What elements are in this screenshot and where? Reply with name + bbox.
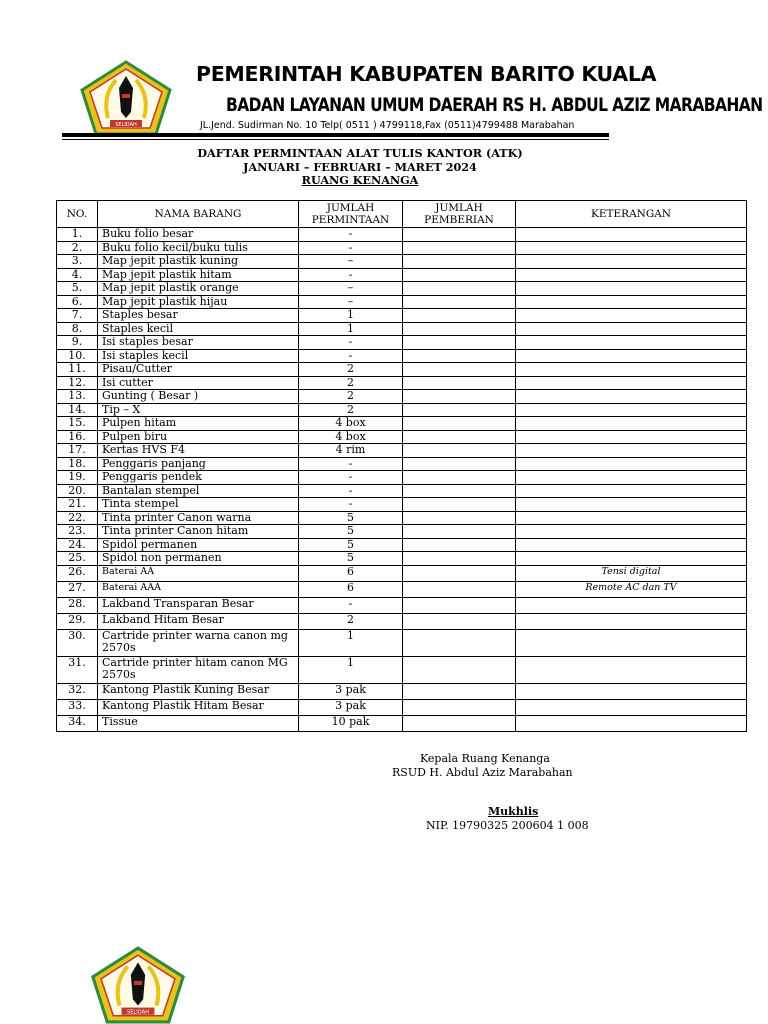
signature-name: Mukhlis	[488, 805, 539, 818]
cell-no: 23.	[57, 525, 98, 539]
cell-item-name: Pulpen hitam	[98, 417, 299, 431]
table-row	[57, 403, 747, 417]
cell-no: 14.	[57, 403, 98, 417]
cell-item-name: Kertas HVS F4	[98, 444, 299, 458]
cell-jumlah-permintaan: -	[299, 228, 403, 242]
cell-item-name: Map jepit plastik hitam	[98, 268, 299, 282]
table-row	[57, 241, 747, 255]
cell-jumlah-pemberian	[403, 629, 516, 656]
cell-item-name: Tissue	[98, 715, 299, 731]
signature-position: Kepala Ruang Kenanga	[420, 752, 550, 765]
cell-no: 18.	[57, 457, 98, 471]
cell-no: 17.	[57, 444, 98, 458]
table-row	[57, 430, 747, 444]
cell-jumlah-permintaan: 2	[299, 613, 403, 629]
cell-jumlah-permintaan: 2	[299, 376, 403, 390]
letterhead	[60, 56, 763, 140]
cell-keterangan	[516, 336, 747, 350]
table-row	[57, 581, 747, 597]
cell-keterangan	[516, 430, 747, 444]
cell-jumlah-pemberian	[403, 597, 516, 613]
cell-no: 29.	[57, 613, 98, 629]
cell-jumlah-permintaan: -	[299, 336, 403, 350]
document-title: DAFTAR PERMINTAAN ALAT TULIS KANTOR (ATK)	[197, 146, 523, 160]
cell-jumlah-pemberian	[403, 525, 516, 539]
cell-jumlah-permintaan: 6	[299, 565, 403, 581]
letterhead-title-line2: BADAN LAYANAN UMUM DAERAH RS H. ABDUL AZIZ MARABAHAN	[226, 94, 763, 116]
cell-keterangan	[516, 255, 747, 269]
cell-item-name: Isi staples besar	[98, 336, 299, 350]
table-row	[57, 552, 747, 566]
cell-jumlah-pemberian	[403, 268, 516, 282]
cell-keterangan: Remote AC dan TV	[516, 581, 747, 597]
cell-jumlah-pemberian	[403, 322, 516, 336]
table-header-row	[57, 201, 747, 228]
regency-emblem-logo	[80, 60, 172, 136]
cell-jumlah-permintaan: 6	[299, 581, 403, 597]
cell-jumlah-pemberian	[403, 581, 516, 597]
cell-jumlah-pemberian	[403, 498, 516, 512]
cell-item-name: Tip – X	[98, 403, 299, 417]
cell-no: 12.	[57, 376, 98, 390]
cell-jumlah-pemberian	[403, 241, 516, 255]
cell-no: 27.	[57, 581, 98, 597]
table-row	[57, 629, 747, 656]
cell-no: 16.	[57, 430, 98, 444]
table-row	[57, 376, 747, 390]
table-row	[57, 565, 747, 581]
cell-item-name: Map jepit plastik orange	[98, 282, 299, 296]
cell-jumlah-permintaan: 5	[299, 552, 403, 566]
cell-jumlah-pemberian	[403, 228, 516, 242]
cell-keterangan	[516, 417, 747, 431]
cell-jumlah-permintaan: -	[299, 349, 403, 363]
header-jumlah-permintaan: JUMLAH PERMINTAAN	[299, 201, 403, 228]
table-row	[57, 683, 747, 699]
cell-keterangan	[516, 525, 747, 539]
cell-no: 25.	[57, 552, 98, 566]
cell-jumlah-permintaan: -	[299, 241, 403, 255]
cell-jumlah-permintaan: 1	[299, 309, 403, 323]
cell-item-name: Tinta printer Canon warna	[98, 511, 299, 525]
atk-request-table	[56, 200, 747, 732]
cell-jumlah-permintaan: 4 box	[299, 417, 403, 431]
cell-no: 3.	[57, 255, 98, 269]
cell-jumlah-pemberian	[403, 683, 516, 699]
logo-banner-text: SELIDAH	[126, 1009, 150, 1016]
cell-no: 5.	[57, 282, 98, 296]
cell-keterangan	[516, 403, 747, 417]
cell-jumlah-pemberian	[403, 336, 516, 350]
cell-jumlah-pemberian	[403, 309, 516, 323]
cell-jumlah-pemberian	[403, 552, 516, 566]
cell-keterangan	[516, 484, 747, 498]
letterhead-divider-thick	[62, 133, 609, 137]
cell-jumlah-pemberian	[403, 484, 516, 498]
cell-keterangan	[516, 629, 747, 656]
table-row	[57, 390, 747, 404]
cell-jumlah-pemberian	[403, 715, 516, 731]
table-row	[57, 268, 747, 282]
header-keterangan: KETERANGAN	[516, 201, 747, 228]
cell-jumlah-pemberian	[403, 430, 516, 444]
cell-item-name: Isi staples kecil	[98, 349, 299, 363]
table-row	[57, 322, 747, 336]
cell-keterangan	[516, 699, 747, 715]
cell-item-name: Map jepit plastik kuning	[98, 255, 299, 269]
cell-jumlah-pemberian	[403, 613, 516, 629]
cell-item-name: Kantong Plastik Kuning Besar	[98, 683, 299, 699]
cell-jumlah-pemberian	[403, 363, 516, 377]
cell-item-name: Staples besar	[98, 309, 299, 323]
cell-keterangan	[516, 552, 747, 566]
cell-no: 31.	[57, 656, 98, 683]
cell-keterangan	[516, 295, 747, 309]
cell-jumlah-pemberian	[403, 349, 516, 363]
cell-item-name: Spidol permanen	[98, 538, 299, 552]
cell-jumlah-permintaan: 5	[299, 538, 403, 552]
cell-jumlah-permintaan: 4 rim	[299, 444, 403, 458]
cell-jumlah-permintaan: -	[299, 498, 403, 512]
cell-jumlah-pemberian	[403, 376, 516, 390]
table-row	[57, 255, 747, 269]
table-row	[57, 538, 747, 552]
cell-item-name: Penggaris pendek	[98, 471, 299, 485]
cell-keterangan	[516, 322, 747, 336]
cell-keterangan	[516, 715, 747, 731]
cell-item-name: Gunting ( Besar )	[98, 390, 299, 404]
cell-keterangan	[516, 349, 747, 363]
cell-item-name: Map jepit plastik hijau	[98, 295, 299, 309]
cell-no: 26.	[57, 565, 98, 581]
table-row	[57, 498, 747, 512]
cell-keterangan	[516, 241, 747, 255]
table-row	[57, 511, 747, 525]
document-heading	[0, 147, 720, 188]
cell-jumlah-pemberian	[403, 255, 516, 269]
cell-jumlah-permintaan: 5	[299, 525, 403, 539]
cell-item-name: Pulpen biru	[98, 430, 299, 444]
cell-jumlah-pemberian	[403, 699, 516, 715]
cell-keterangan	[516, 309, 747, 323]
regency-emblem-logo-bottom	[90, 946, 186, 1024]
letterhead-title-line1: PEMERINTAH KABUPATEN BARITO KUALA	[196, 62, 657, 86]
cell-no: 2.	[57, 241, 98, 255]
table-row	[57, 471, 747, 485]
cell-item-name: Isi cutter	[98, 376, 299, 390]
table-row	[57, 715, 747, 731]
table-row	[57, 699, 747, 715]
cell-item-name: Cartride printer warna canon mg 2570s	[98, 629, 299, 656]
cell-keterangan	[516, 376, 747, 390]
table-row	[57, 417, 747, 431]
cell-no: 4.	[57, 268, 98, 282]
cell-no: 21.	[57, 498, 98, 512]
table-row	[57, 336, 747, 350]
logo-banner-text: SELIDAH	[115, 122, 137, 128]
cell-jumlah-permintaan: 3 pak	[299, 683, 403, 699]
document-period: JANUARI – FEBRUARI – MARET 2024	[243, 159, 477, 174]
cell-keterangan	[516, 613, 747, 629]
cell-item-name: Lakband Transparan Besar	[98, 597, 299, 613]
cell-jumlah-pemberian	[403, 538, 516, 552]
cell-no: 32.	[57, 683, 98, 699]
cell-jumlah-pemberian	[403, 471, 516, 485]
table-row	[57, 228, 747, 242]
cell-item-name: Lakband Hitam Besar	[98, 613, 299, 629]
cell-jumlah-pemberian	[403, 295, 516, 309]
cell-item-name: Bantalan stempel	[98, 484, 299, 498]
cell-keterangan	[516, 597, 747, 613]
table-row	[57, 597, 747, 613]
cell-jumlah-permintaan: 2	[299, 390, 403, 404]
cell-item-name: Buku folio kecil/buku tulis	[98, 241, 299, 255]
cell-keterangan	[516, 228, 747, 242]
letterhead-address: JL.Jend. Sudirman No. 10 Telp( 0511 ) 4799118,Fax (0511)4799488 Marabahan	[200, 120, 575, 131]
cell-no: 11.	[57, 363, 98, 377]
cell-jumlah-permintaan: 1	[299, 322, 403, 336]
cell-item-name: Buku folio besar	[98, 228, 299, 242]
cell-item-name: Kantong Plastik Hitam Besar	[98, 699, 299, 715]
cell-jumlah-pemberian	[403, 390, 516, 404]
header-nama-barang: NAMA BARANG	[98, 201, 299, 228]
document-unit: RUANG KENANGA	[301, 173, 419, 187]
signature-institution: RSUD H. Abdul Aziz Marabahan	[392, 766, 573, 779]
cell-no: 20.	[57, 484, 98, 498]
cell-item-name: Pisau/Cutter	[98, 363, 299, 377]
table-row	[57, 363, 747, 377]
cell-keterangan	[516, 511, 747, 525]
cell-jumlah-permintaan: 3 pak	[299, 699, 403, 715]
cell-jumlah-permintaan: –	[299, 295, 403, 309]
cell-no: 7.	[57, 309, 98, 323]
cell-item-name: Tinta stempel	[98, 498, 299, 512]
table-row	[57, 282, 747, 296]
cell-jumlah-permintaan: 2	[299, 363, 403, 377]
table-row	[57, 295, 747, 309]
cell-jumlah-pemberian	[403, 282, 516, 296]
cell-keterangan	[516, 444, 747, 458]
cell-jumlah-permintaan: -	[299, 471, 403, 485]
cell-jumlah-pemberian	[403, 444, 516, 458]
cell-jumlah-permintaan: -	[299, 457, 403, 471]
cell-keterangan	[516, 656, 747, 683]
table-row	[57, 349, 747, 363]
cell-keterangan	[516, 363, 747, 377]
cell-item-name: Staples kecil	[98, 322, 299, 336]
header-no: NO.	[57, 201, 98, 228]
cell-jumlah-permintaan: 10 pak	[299, 715, 403, 731]
cell-jumlah-permintaan: –	[299, 255, 403, 269]
cell-jumlah-permintaan: 1	[299, 656, 403, 683]
cell-keterangan	[516, 390, 747, 404]
cell-keterangan: Tensi digital	[516, 565, 747, 581]
cell-item-name: Spidol non permanen	[98, 552, 299, 566]
cell-item-name: Baterai AAA	[98, 581, 299, 597]
cell-keterangan	[516, 268, 747, 282]
cell-keterangan	[516, 282, 747, 296]
cell-jumlah-permintaan: -	[299, 268, 403, 282]
table-row	[57, 613, 747, 629]
cell-item-name: Cartride printer hitam canon MG 2570s	[98, 656, 299, 683]
cell-no: 19.	[57, 471, 98, 485]
table-row	[57, 484, 747, 498]
cell-jumlah-permintaan: 5	[299, 511, 403, 525]
cell-jumlah-permintaan: 2	[299, 403, 403, 417]
cell-jumlah-pemberian	[403, 565, 516, 581]
cell-jumlah-pemberian	[403, 511, 516, 525]
cell-no: 34.	[57, 715, 98, 731]
cell-keterangan	[516, 538, 747, 552]
table-row	[57, 444, 747, 458]
cell-no: 28.	[57, 597, 98, 613]
cell-no: 30.	[57, 629, 98, 656]
cell-jumlah-pemberian	[403, 403, 516, 417]
cell-jumlah-permintaan: –	[299, 282, 403, 296]
cell-jumlah-permintaan: 4 box	[299, 430, 403, 444]
cell-keterangan	[516, 683, 747, 699]
cell-jumlah-permintaan: 1	[299, 629, 403, 656]
table-row	[57, 457, 747, 471]
cell-item-name: Penggaris panjang	[98, 457, 299, 471]
cell-no: 9.	[57, 336, 98, 350]
cell-no: 22.	[57, 511, 98, 525]
cell-no: 15.	[57, 417, 98, 431]
cell-jumlah-permintaan: -	[299, 597, 403, 613]
table-row	[57, 656, 747, 683]
table-row	[57, 309, 747, 323]
table-row	[57, 525, 747, 539]
cell-jumlah-permintaan: -	[299, 484, 403, 498]
cell-no: 8.	[57, 322, 98, 336]
cell-keterangan	[516, 457, 747, 471]
cell-item-name: Baterai AA	[98, 565, 299, 581]
cell-jumlah-pemberian	[403, 656, 516, 683]
cell-no: 24.	[57, 538, 98, 552]
cell-no: 33.	[57, 699, 98, 715]
cell-no: 1.	[57, 228, 98, 242]
cell-keterangan	[516, 498, 747, 512]
cell-no: 10.	[57, 349, 98, 363]
signature-nip: NIP. 19790325 200604 1 008	[426, 819, 589, 832]
letterhead-divider-thin	[62, 139, 609, 140]
cell-no: 6.	[57, 295, 98, 309]
cell-keterangan	[516, 471, 747, 485]
cell-jumlah-pemberian	[403, 417, 516, 431]
header-jumlah-pemberian: JUMLAH PEMBERIAN	[403, 201, 516, 228]
cell-item-name: Tinta printer Canon hitam	[98, 525, 299, 539]
cell-jumlah-pemberian	[403, 457, 516, 471]
cell-no: 13.	[57, 390, 98, 404]
